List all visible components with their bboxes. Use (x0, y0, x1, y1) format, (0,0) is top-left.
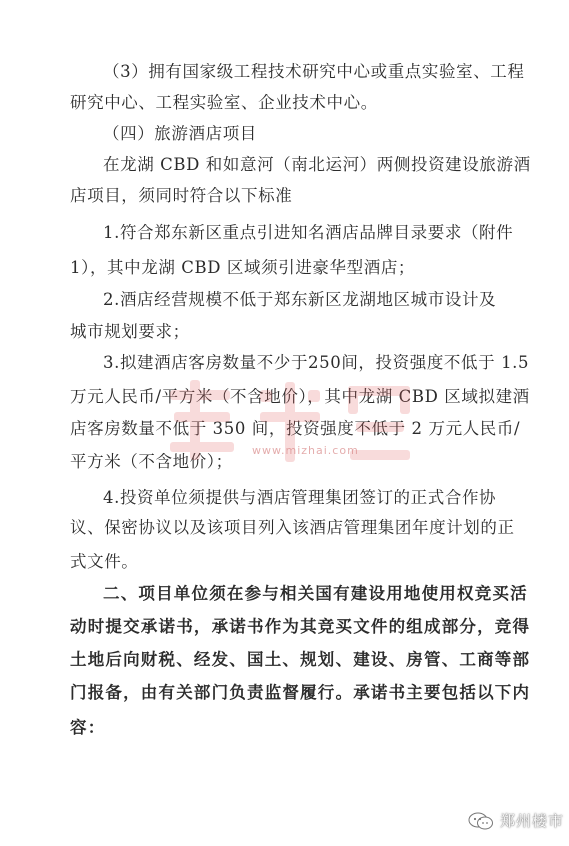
text-line: 万元人民币/平方米（不含地价），其中龙湖 CBD 区域拟建酒 (70, 387, 530, 406)
text-line: 1.符合郑东新区重点引进知名酒店品牌目录要求（附件 (103, 223, 514, 242)
text-line: 平方米（不含地价）； (70, 452, 233, 471)
watermark-logo-icon (160, 372, 420, 482)
bold-text-line: 二、项目单位须在参与相关国有建设用地使用权竞买活 (103, 584, 528, 603)
text-line: （3）拥有国家级工程技术研究中心或重点实验室、工程 (103, 62, 525, 81)
section-heading: （四）旅游酒店项目 (103, 124, 257, 143)
watermark-url: www.mizhai.com (252, 444, 359, 457)
text-line: 在龙湖 CBD 和如意河（南北运河）两侧投资建设旅游酒 (103, 155, 531, 174)
text-line: 式文件。 (70, 552, 139, 571)
account-name: 郑州楼市 (500, 812, 565, 830)
text-line: 1），其中龙湖 CBD 区域须引进豪华型酒店； (70, 258, 416, 277)
bold-text-line: 动时提交承诺书，承诺书作为其竞买文件的组成部分，竞得 (70, 617, 531, 636)
text-line: 2.酒店经营规模不低于郑东新区龙湖地区城市设计及 (103, 290, 497, 309)
bold-text-line: 门报备，由有关部门负责监督履行。承诺书主要包括以下内 (70, 683, 531, 702)
text-line: 店客房数量不低于 350 间，投资强度不低于 2 万元人民币/ (70, 419, 521, 438)
bold-text-line: 土地后向财税、经发、国土、规划、建设、房管、工商等部 (70, 650, 531, 669)
text-line: 研究中心、工程实验室、企业技术中心。 (70, 93, 378, 112)
text-line: 城市规划要求； (70, 322, 190, 341)
bold-text-line: 容： (70, 718, 106, 737)
footer-account-badge (468, 810, 564, 831)
text-line: 4.投资单位须提供与酒店管理集团签订的正式合作协 (103, 488, 497, 507)
text-line: 议、保密协议以及该项目列入该酒店管理集团年度计划的正 (70, 518, 515, 537)
wechat-logo-icon (468, 811, 494, 831)
text-line: 店项目，须同时符合以下标准 (70, 186, 293, 205)
text-line: 3.拟建酒店客房数量不少于250间，投资强度不低于 1.5 (103, 353, 530, 372)
